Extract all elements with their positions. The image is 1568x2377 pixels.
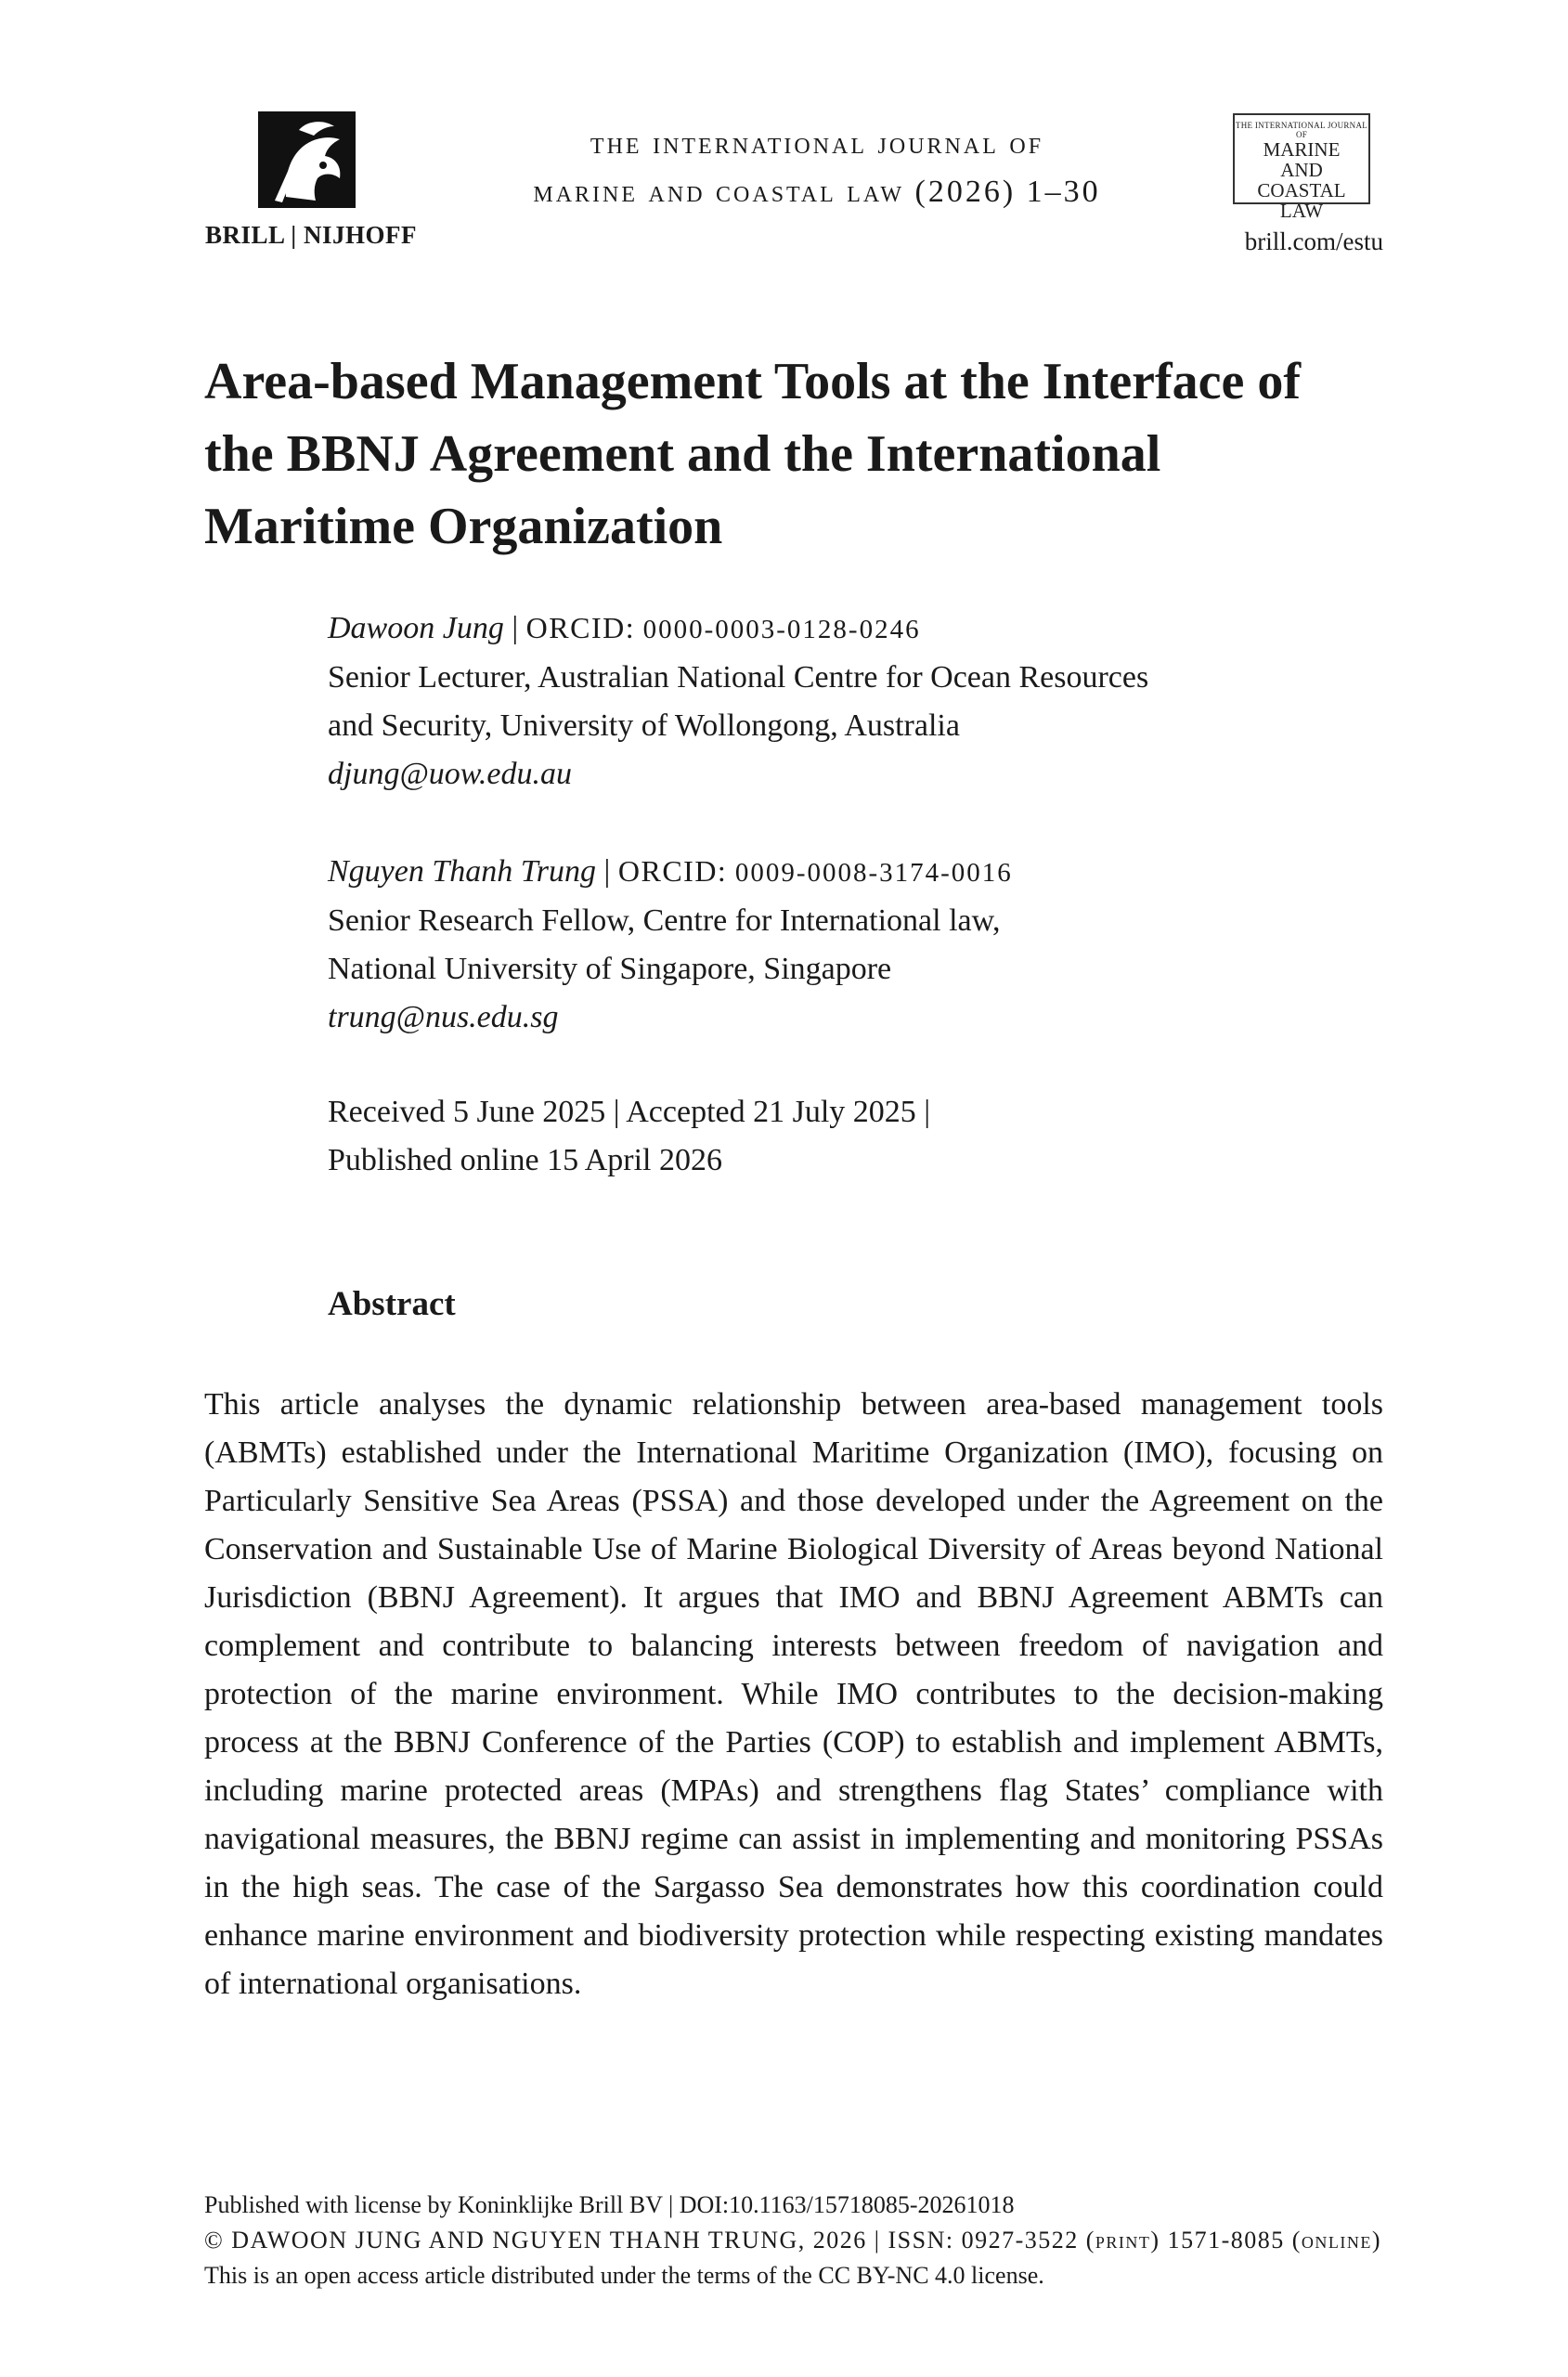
badge-small-text: THE INTERNATIONAL JOURNAL OF: [1235, 121, 1368, 139]
badge-line3: LAW: [1279, 200, 1324, 222]
author-email-link[interactable]: trung@nus.edu.sg: [328, 1000, 559, 1034]
abstract-heading: Abstract: [328, 1285, 456, 1323]
brill-logo-icon: [258, 111, 356, 208]
license-line: Published with license by Koninklijke Brill BV | DOI:10.1163/15718085-20261018: [204, 2191, 1015, 2218]
dates-line: Published online 15 April 2026: [328, 1143, 722, 1177]
badge-line2: AND COASTAL: [1257, 159, 1346, 201]
author-email-link[interactable]: djung@uow.edu.au: [328, 757, 572, 791]
author-block: [328, 604, 1349, 799]
orcid-id-link[interactable]: 0009-0008-3174-0016: [734, 858, 1013, 888]
affiliation-line: Senior Research Fellow, Centre for International law,: [328, 903, 1001, 938]
abstract-body: This article analyses the dynamic relationship between area-based management tools (ABMTs) established under the International Maritime Organization (IMO), focusing on Particularly Sensitive Sea Areas (PSSA) and those developed under the Agreement on the Conservation and Sustainable Use of Marine Biological Diversity of Areas beyond National Jurisdiction (BBNJ Agreement). It argues that IMO and BBNJ Agreement ABMTs can complement and contribute to balancing interests between freedom of navigation and protection of the marine environment. While IMO contributes to the decision-making process at the BBNJ Conference of the Parties (COP) to establish and implement ABMTs, including marine protected areas (MPAs) and strengthens flag States’ compliance with navigational measures, the BBNJ regime can assist in implementing and monitoring PSSAs in the high seas. The case of the Sargasso Sea demonstrates how this coordination could enhance marine environment and biodiversity protection while respecting existing mandates of international organisations.: [204, 1387, 1383, 2001]
publisher-name: BRILL | NIJHOFF: [205, 221, 417, 249]
copyright-line: © DAWOON JUNG AND NGUYEN THANH TRUNG, 2026 | ISSN: 0927-3522 (print) 1571-8085 (online): [204, 2227, 1382, 2254]
page-footer: [204, 2188, 1383, 2293]
author-name: Dawoon Jung: [328, 611, 504, 645]
dates-line: Received 5 June 2025 | Accepted 21 July 2025 |: [328, 1095, 931, 1129]
orcid-label: ORCID:: [617, 854, 728, 888]
affiliation-line: and Security, University of Wollongong, Australia: [328, 708, 960, 743]
journal-title-line1: the international journal of: [590, 126, 1044, 161]
open-access-line: This is an open access article distributed under the terms of the CC BY-NC 4.0 license.: [204, 2262, 1044, 2289]
affiliation-line: National University of Singapore, Singapore: [328, 952, 892, 986]
separator: |: [603, 854, 618, 889]
affiliation-line: Senior Lecturer, Australian National Centre for Ocean Resources: [328, 660, 1149, 695]
separator: |: [512, 611, 526, 645]
journal-title-line2: marine and coastal law (2026) 1–30: [533, 175, 1101, 209]
author-name: Nguyen Thanh Trung: [328, 854, 597, 889]
author-line: [328, 847, 1349, 897]
author-block: [328, 847, 1349, 1042]
helmet-icon: [258, 111, 356, 208]
orcid-label: ORCID:: [525, 611, 636, 644]
publication-dates: [328, 1088, 1349, 1185]
journal-website-link[interactable]: brill.com/estu: [1244, 227, 1383, 255]
author-line: [328, 604, 1349, 654]
journal-badge: [1233, 113, 1370, 222]
badge-line1: MARINE: [1263, 138, 1341, 161]
orcid-id-link[interactable]: 0000-0003-0128-0246: [642, 615, 921, 644]
article-title: Area-based Management Tools at the Interface of the BBNJ Agreement and the International Maritime Organization: [204, 353, 1302, 555]
